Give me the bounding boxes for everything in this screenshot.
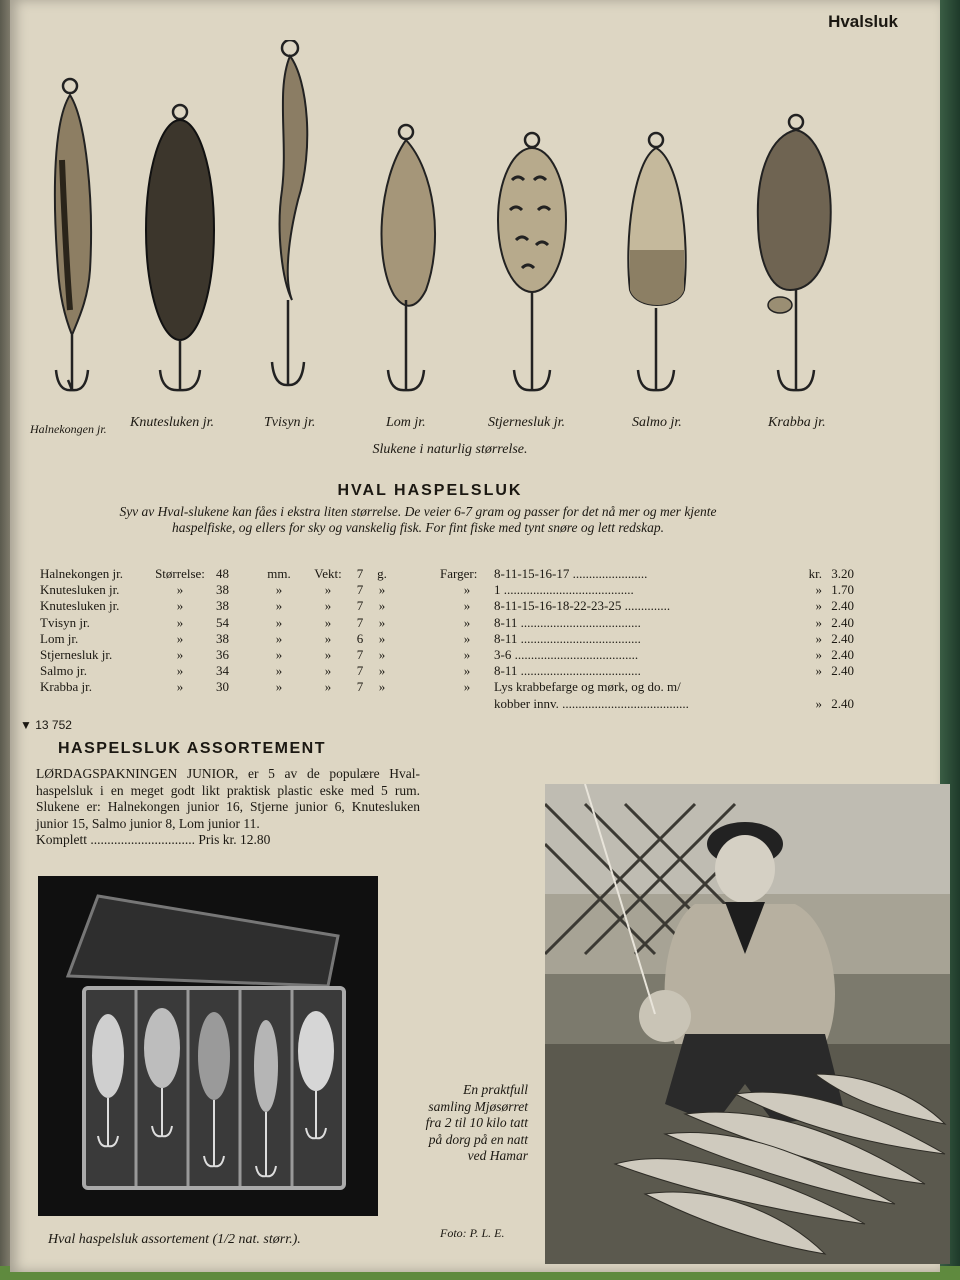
size-unit: » bbox=[275, 679, 283, 695]
spec-row bbox=[40, 631, 392, 647]
weight-label: Vekt: bbox=[314, 566, 342, 581]
size-unit: mm. bbox=[267, 566, 291, 581]
colors-row bbox=[440, 615, 854, 631]
weight-unit: » bbox=[378, 647, 386, 663]
catalog-number-text: 13 752 bbox=[35, 718, 72, 732]
price-value: 3.20 bbox=[831, 566, 854, 581]
lure-name: Tvisyn jr. bbox=[40, 614, 90, 630]
lure-name: Krabba jr. bbox=[40, 679, 92, 695]
price-prefix: kr. bbox=[808, 566, 822, 581]
size-value: 38 bbox=[216, 582, 229, 598]
lure-label-stjernesluk: Stjernesluk jr. bbox=[488, 415, 565, 430]
lure-stjernesluk-illustration bbox=[494, 40, 574, 400]
colors-cell bbox=[494, 566, 794, 582]
price-prefix: » bbox=[815, 582, 822, 598]
spec-row bbox=[40, 615, 392, 631]
colors-label: » bbox=[463, 679, 471, 695]
size-value: 30 bbox=[216, 679, 229, 695]
weight-label: » bbox=[324, 630, 332, 646]
price-prefix: » bbox=[815, 630, 822, 646]
assortment-box-photo bbox=[38, 876, 378, 1216]
weight-unit: » bbox=[378, 679, 386, 695]
price-value: 2.40 bbox=[831, 663, 854, 679]
spec-row bbox=[40, 598, 392, 614]
spec-row bbox=[40, 663, 392, 679]
lure-name: Salmo jr. bbox=[40, 663, 87, 679]
size-label: Størrelse: bbox=[155, 566, 205, 581]
page-header: Hvalsluk bbox=[828, 12, 898, 31]
size-label: » bbox=[176, 582, 184, 598]
weight-unit: » bbox=[378, 614, 386, 630]
size-value: 48 bbox=[216, 566, 229, 581]
weight-label: » bbox=[324, 663, 332, 679]
size-label: » bbox=[176, 614, 184, 630]
lure-label-knutesluken: Knutesluken jr. bbox=[130, 415, 214, 430]
colors-value: 8-11-15-16-17 bbox=[494, 566, 570, 581]
colors-value: 8-11-15-16-18-22-23-25 bbox=[494, 598, 622, 614]
weight-value: 7 bbox=[356, 566, 364, 581]
size-unit: » bbox=[275, 598, 283, 614]
colors-cell bbox=[494, 647, 794, 663]
price-value: 2.40 bbox=[831, 614, 854, 630]
assortment-description bbox=[36, 766, 420, 849]
colors-row bbox=[440, 647, 854, 663]
weight-value: 6 bbox=[356, 630, 364, 646]
complete-dots: ............................... bbox=[90, 832, 195, 847]
spec-row bbox=[40, 679, 392, 695]
colors-value: 8-11 bbox=[494, 630, 518, 646]
size-label: » bbox=[176, 598, 184, 614]
complete-label: Komplett bbox=[36, 832, 87, 847]
colors-row bbox=[440, 679, 854, 711]
price-value: 2.40 bbox=[831, 647, 854, 663]
colors-label: Farger: bbox=[440, 566, 478, 581]
weight-label: » bbox=[324, 679, 332, 695]
weight-value: 7 bbox=[356, 679, 364, 695]
haspelsluk-intro: Syv av Hval-slukene kan fåes i ekstra liten størrelse. De veier 6-7 gram og passer for det nå mer og mer kjente haspelfiske, og ellers for sky og vanskelig fisk. For fint fiske med tynt snøre og lett redskap. bbox=[119, 504, 717, 535]
colors-value: 8-11 bbox=[494, 614, 518, 630]
colors-value: 1 bbox=[494, 582, 501, 598]
photo-credit: Foto: P. L. E. bbox=[440, 1226, 505, 1240]
colors-row bbox=[440, 582, 854, 598]
lure-lom-illustration bbox=[370, 40, 450, 400]
spec-row bbox=[40, 566, 392, 582]
colors-cell bbox=[494, 631, 794, 647]
colors-cell bbox=[494, 679, 794, 711]
spec-table bbox=[40, 566, 392, 696]
lure-label-lom: Lom jr. bbox=[386, 415, 426, 430]
colors-row bbox=[440, 566, 854, 582]
lure-knutesluken-illustration bbox=[138, 40, 218, 400]
lures-caption: Slukene i naturlig størrelse. bbox=[372, 442, 528, 457]
weight-unit: » bbox=[378, 630, 386, 646]
lure-name: Halnekongen jr. bbox=[40, 566, 124, 581]
leader-dots: ..................................... bbox=[520, 630, 641, 646]
colors-cell bbox=[494, 663, 794, 679]
colors-label: » bbox=[463, 598, 471, 614]
weight-label: » bbox=[324, 582, 332, 598]
lure-krabba-illustration bbox=[750, 40, 840, 400]
catalog-number: ▼ 13 752 bbox=[20, 718, 72, 732]
leader-dots: ........................................ bbox=[503, 582, 634, 598]
lure-salmo-illustration bbox=[620, 40, 700, 400]
size-value: 36 bbox=[216, 647, 229, 663]
price-value: 2.40 bbox=[831, 695, 854, 711]
price-prefix: » bbox=[815, 695, 822, 711]
weight-label: » bbox=[324, 598, 332, 614]
size-label: » bbox=[176, 679, 184, 695]
section-title-haspelsluk: HVAL HASPELSLUK bbox=[337, 482, 523, 499]
size-unit: » bbox=[275, 614, 283, 630]
lure-name: Lom jr. bbox=[40, 630, 79, 646]
lure-halnekongen-illustration bbox=[40, 40, 110, 400]
size-unit: » bbox=[275, 647, 283, 663]
leader-dots: ....................................... bbox=[562, 695, 689, 711]
leader-dots: .............. bbox=[624, 598, 671, 614]
size-value: 38 bbox=[216, 630, 229, 646]
size-value: 54 bbox=[216, 614, 229, 630]
colors-cell bbox=[494, 598, 794, 614]
lure-label-tvisyn: Tvisyn jr. bbox=[264, 415, 316, 430]
assortment-body: LØRDAGSPAKNINGEN JUNIOR, er 5 av de populære Hval-haspelsluk i en meget godt likt praktisk plastic eske med 5 rum. Slukene er: Halnekongen junior 16, Stjerne junior 6, Knutesluken junior 15, Salmo junior 8, Lom junior 11. bbox=[36, 766, 420, 831]
weight-unit: » bbox=[378, 663, 386, 679]
colors-label: » bbox=[463, 647, 471, 663]
weight-value: 7 bbox=[356, 663, 364, 679]
complete-price: Pris kr. 12.80 bbox=[198, 832, 271, 847]
colors-value: 8-11 bbox=[494, 663, 518, 679]
price-prefix: » bbox=[815, 598, 822, 614]
price-prefix: » bbox=[815, 663, 822, 679]
colors-row bbox=[440, 631, 854, 647]
lure-name: Knutesluken jr. bbox=[40, 598, 120, 614]
lure-label-salmo: Salmo jr. bbox=[632, 415, 682, 430]
leader-dots: ...................................... bbox=[514, 647, 639, 663]
lure-name: Stjernesluk jr. bbox=[40, 647, 113, 663]
colors-value: Lys krabbefarge og mørk, og do. m/ bbox=[494, 679, 681, 695]
colors-row bbox=[440, 598, 854, 614]
spec-row bbox=[40, 582, 392, 598]
lure-label-krabba: Krabba jr. bbox=[768, 415, 826, 430]
colors-cell bbox=[494, 615, 794, 631]
lure-name: Knutesluken jr. bbox=[40, 582, 120, 598]
lure-tvisyn-illustration bbox=[258, 40, 338, 400]
colors-label: » bbox=[463, 582, 471, 598]
fisherman-photo bbox=[545, 784, 950, 1264]
photo-caption: En praktfull samling Mjøsørret fra 2 til 10 kilo tatt på dorg på en natt ved Hamar bbox=[425, 1082, 528, 1163]
section-title-assortment: HASPELSLUK ASSORTEMENT bbox=[58, 740, 326, 757]
leader-dots: ..................................... bbox=[520, 663, 641, 679]
assortment-box-caption: Hval haspelsluk assortement (1/2 nat. størr.). bbox=[48, 1232, 301, 1247]
size-unit: » bbox=[275, 630, 283, 646]
colors-label: » bbox=[463, 663, 471, 679]
size-unit: » bbox=[275, 663, 283, 679]
colors-label: » bbox=[463, 614, 471, 630]
leader-dots: ..................................... bbox=[520, 614, 641, 630]
colors-price-table bbox=[440, 566, 854, 712]
weight-unit: » bbox=[378, 598, 386, 614]
weight-label: » bbox=[324, 647, 332, 663]
weight-value: 7 bbox=[356, 598, 364, 614]
price-prefix: » bbox=[815, 647, 822, 663]
leader-dots: ....................... bbox=[572, 566, 648, 581]
weight-unit: g. bbox=[377, 566, 387, 581]
size-label: » bbox=[176, 630, 184, 646]
spec-row bbox=[40, 647, 392, 663]
size-unit: » bbox=[275, 582, 283, 598]
colors-label: » bbox=[463, 630, 471, 646]
lure-label-halnekongen: Halnekongen jr. bbox=[30, 422, 107, 436]
weight-unit: » bbox=[378, 582, 386, 598]
weight-value: 7 bbox=[356, 647, 364, 663]
colors-row bbox=[440, 663, 854, 679]
colors-value: 3-6 bbox=[494, 647, 512, 663]
price-prefix: » bbox=[815, 614, 822, 630]
price-value: 2.40 bbox=[831, 630, 854, 646]
size-value: 38 bbox=[216, 598, 229, 614]
weight-value: 7 bbox=[356, 614, 364, 630]
price-value: 2.40 bbox=[831, 598, 854, 614]
size-label: » bbox=[176, 647, 184, 663]
weight-value: 7 bbox=[356, 582, 364, 598]
weight-label: » bbox=[324, 614, 332, 630]
size-label: » bbox=[176, 663, 184, 679]
price-value: 1.70 bbox=[831, 582, 854, 598]
colors-value-line2: kobber innv. bbox=[494, 695, 559, 711]
colors-cell bbox=[494, 582, 794, 598]
size-value: 34 bbox=[216, 663, 229, 679]
